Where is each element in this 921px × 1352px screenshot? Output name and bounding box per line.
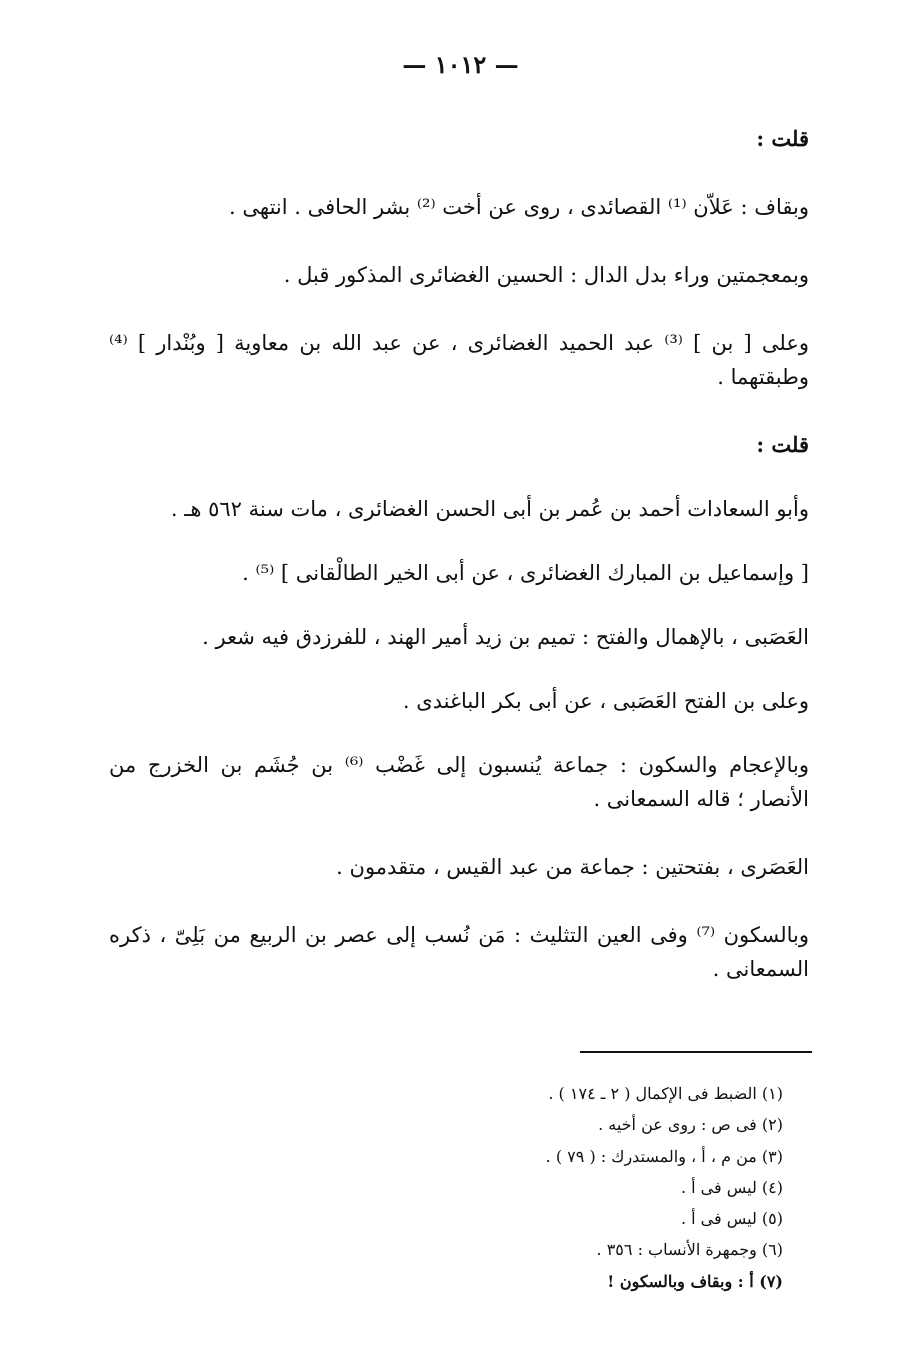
paragraph-al-asari: العَصَرى ، بفتحتين : جماعة من عبد القيس ، متقدمون . [336,855,809,879]
paragraph-asr: وبالسكون ⁽⁷⁾ وفى العين التثليث : مَن نُسب إلى عصر بن الربيع من بَلِىّ ، ذكره السمعانى . [109,923,810,981]
main-text [109,122,809,986]
paragraph-ghadb: وبالإعجام والسكون : جماعة يُنسبون إلى غَضْب ⁽⁶⁾ بن جُشَم بن الخزرج من الأنصار ؛ قاله السمعانى . [109,753,809,811]
paragraph-husayn: وبمعجمتين وراء بدل الدال : الحسين الغضائرى المذكور قبل . [283,263,809,287]
footnote-6: (٦) وجمهرة الأنساب : ٣٥٦ . [596,1240,783,1260]
paragraph-qult-2: قلت : [756,432,809,457]
paragraph-ismail: [ وإسماعيل بن المبارك الغضائرى ، عن أبى الخير الطالْقانى ] ⁽⁵⁾ . [242,561,809,585]
footnote-7: (٧) أ : وبقاف وبالسكون ! [607,1271,783,1291]
footnote-1: (١) الضبط فى الإكمال ( ٢ ـ ١٧٤ ) . [548,1084,783,1103]
paragraph-abu-al-saadat: وأبو السعادات أحمد بن عُمر بن أبى الحسن الغضائرى ، مات سنة ٥٦٢ هـ . [170,497,809,521]
paragraph-ali-abd-al-hamid: وعلى [ بن ] ⁽³⁾ عبد الحميد الغضائرى ، عن عبد الله بن معاوية [ وبُنْدار ] ⁽⁴⁾ وطبقتهما . [109,331,809,389]
paragraph-qult-1: قلت : [756,126,809,151]
paragraph-allan: وبقاف : عَلاّن ⁽¹⁾ القصائدى ، روى عن أخت ⁽²⁾ بشر الحافى . انتهى . [229,195,809,219]
paragraph-al-asabi: العَصَبى ، بالإهمال والفتح : تميم بن زيد أمير الهند ، للفرزدق فيه شعر . [202,625,809,649]
footnote-divider [580,1051,812,1053]
footnote-4: (٤) ليس فى أ . [680,1177,783,1197]
footnote-3: (٣) من م ، أ ، والمستدرك : ( ٧٩ ) . [545,1146,783,1166]
footnotes-list [283,1078,783,1297]
page-number: — ١٠١٢ — [402,50,519,79]
paragraph-ali-bin-al-fath: وعلى بن الفتح العَصَبى ، عن أبى بكر الباغندى . [402,689,809,713]
footnote-2: (٢) فى ص : روى عن أخيه . [598,1115,783,1135]
footnote-5: (٥) ليس فى أ . [680,1209,783,1229]
